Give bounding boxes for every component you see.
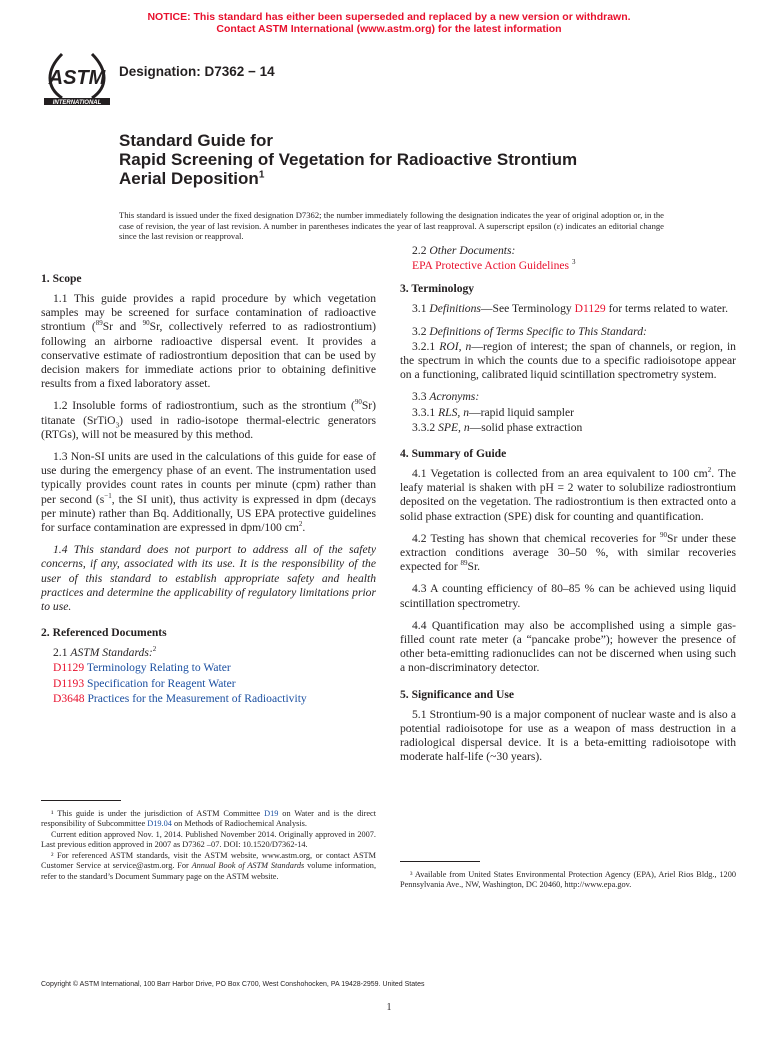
astm-logo bbox=[42, 48, 112, 106]
footnotes-right bbox=[400, 870, 736, 891]
footnote-1-edition: Current edition approved Nov. 1, 2014. Published November 2014. Originally approved in 2007. Last previous edition approved in 2007 as D7362 –07. DOI: 10.1520/D7362-14. bbox=[41, 830, 376, 850]
paragraph-1-2: 1.2 Insoluble forms of radiostrontium, such as the strontium ($^{90}$Sr) titanate (SrTiO$_3$) used in radio-isotope thermal-electric generators (RTGs), will not be measured by this method. bbox=[41, 398, 376, 441]
footnotes-left bbox=[41, 809, 376, 883]
notice-line-1: NOTICE: This standard has either been superseded and replaced by a new version or withdrawn. bbox=[147, 11, 631, 23]
footnote-2: ² For referenced ASTM standards, visit the ASTM website, www.astm.org, or contact ASTM Customer Service at service@astm.org. For Annual Book of ASTM Standards volume information, refer to the standard’s Document Summary page on the ASTM website. bbox=[41, 851, 377, 881]
paragraph-4-3: 4.3 A counting efficiency of 80–85 % can be achieved using liquid scintillation spectrometry. bbox=[400, 582, 736, 610]
copyright-notice: Copyright © ASTM International, 100 Barr Harbor Drive, PO Box C700, West Conshohocken, PA 19428-2959. United States bbox=[41, 981, 425, 988]
notice-line-2: Contact ASTM International (www.astm.org) for the latest information bbox=[216, 23, 562, 35]
paragraph-3-3: 3.3 Acronyms: bbox=[412, 390, 480, 404]
document-title bbox=[119, 131, 719, 188]
section-scope-heading: 1. Scope bbox=[41, 272, 82, 285]
title-line-3: Aerial Deposition$^1$ bbox=[119, 169, 265, 188]
right-column bbox=[400, 244, 736, 772]
paragraph-1-4: 1.4 This standard does not purport to address all of the safety concerns, if any, associated with its use. It is the responsibility of the user of this standard to establish appropriate safety and health practices and determine the applicability of regulatory limitations prior to use. bbox=[41, 543, 376, 614]
section-significance-heading: 5. Significance and Use bbox=[400, 687, 515, 701]
logo-subtext: INTERNATIONAL bbox=[52, 100, 102, 106]
section-terminology-heading: 3. Terminology bbox=[400, 282, 475, 296]
footnote-rule-left bbox=[41, 800, 121, 801]
ref-item-d1193[interactable]: D1193 Specification for Reagent Water bbox=[53, 676, 236, 690]
paragraph-3-2-1: 3.2.1 ROI, n—region of interest; the span of channels, or region, in the spectrum in which the counts due to a specific radioisotope appear on a functioning, calibrated liquid scintillation spectrometry system. bbox=[400, 339, 736, 382]
paragraph-3-3-2: 3.3.2 SPE, n—solid phase extraction bbox=[412, 420, 583, 434]
paragraph-1-3: 1.3 Non-SI units are used in the calculations of this guide for ease of use during the emergency phase of an event. The instrumentation used typically provides count rates in counts per minute (cpm) rather than per second ($s^{-1}$, the SI unit), thus activity is expressed in dpm (decays per minute) rather than Bq. Additionally, US EPA protective guidelines for surface contamination are expressed in dpm/100 $cm^2$. bbox=[41, 450, 376, 535]
footnote-3: ³ Available from United States Environmental Protection Agency (EPA), Ariel Rios Bldg., 1200 Pennsylvania Ave., NW, Washington, DC 20460, http://www.epa.gov. bbox=[400, 870, 736, 890]
ref-item-d1129[interactable]: D1129 Terminology Relating to Water bbox=[53, 661, 231, 675]
page-number: 1 bbox=[386, 1002, 392, 1013]
section-summary-heading: 4. Summary of Guide bbox=[400, 447, 507, 461]
paragraph-3-2: 3.2 Definitions of Terms Specific to This Standard: bbox=[412, 324, 647, 338]
d1129-link[interactable]: D1129 bbox=[574, 302, 606, 316]
footnote-rule-right bbox=[400, 861, 480, 862]
paragraph-4-4: 4.4 Quantification may also be accomplished using a simple gas-filled count rate meter (a “pancake probe”); however the presence of other beta-emitting radionuclides can not be discerned when using such a non-discriminatory detector. bbox=[400, 618, 736, 675]
title-footnote-mark: 1 bbox=[258, 169, 265, 181]
left-column bbox=[41, 272, 376, 707]
epa-guidelines-link[interactable]: EPA Protective Action Guidelines $^3$ bbox=[412, 258, 576, 273]
title-line-2: Rapid Screening of Vegetation for Radioactive Strontium bbox=[119, 150, 578, 169]
paragraph-5-1: 5.1 Strontium-90 is a major component of nuclear waste and is also a potential radioisotope for use as a weapon of mass destruction in a radiological dispersal device. It is a beta-emitting radioisotope with moderate half-life (~30 years). bbox=[400, 707, 736, 764]
section-referenced-docs-heading: 2. Referenced Documents bbox=[41, 626, 167, 640]
ref-item-d3648[interactable]: D3648 Practices for the Measurement of Radioactivity bbox=[53, 691, 307, 705]
paragraph-3-3-1: 3.3.1 RLS, n—rapid liquid sampler bbox=[412, 405, 574, 419]
paragraph-4-1: 4.1 Vegetation is collected from an area equivalent to 100 $cm^2$. The leafy material is shaken with pH = 2 water to solubilize radiostrontium deposited on the vegetation. The radiostrontium is then extracted onto a solid phase extraction (SPE) disk for counting and quantification. bbox=[400, 466, 736, 523]
withdrawal-notice bbox=[0, 11, 778, 35]
paragraph-4-2: 4.2 Testing has shown that chemical recoveries for $^{90}$Sr under these extraction conditions average 30–50 %, with similar recoveries expected for $^{89}$Sr. bbox=[400, 530, 736, 574]
paragraph-1-1: 1.1 This guide provides a rapid procedure by which vegetation samples may be screened for surface contamination of radioactive strontium ($^{89}$Sr and $^{90}$Sr, collectively referred to as radiostrontium) following an airborne radioactive dispersal event. It provides a conservative estimate of radiostrontium deposition that can be used by decision makers for immediate actions prior to obtaining definitive results from a fixed laboratory asset. bbox=[41, 292, 376, 391]
footnote-1: ¹ This guide is under the jurisdiction of ASTM Committee D19 on Water and is the direct responsibility of Subcommittee D19.04 on Methods of Radiochemical Analysis. bbox=[41, 809, 376, 829]
logo-text: ASTM bbox=[48, 67, 106, 89]
issuance-statement: This standard is issued under the fixed designation D7362; the number immediately following the designation indicates the year of original adoption or, in the case of revision, the year of last revision. A number in parentheses indicates the year of last reapproval. A superscript epsilon (ε) indicates an editorial change since the last revision or reapproval. bbox=[119, 210, 664, 242]
title-line-1: Standard Guide for bbox=[119, 131, 273, 150]
astm-standards-label: 2.1 ASTM Standards:$^2$ bbox=[53, 645, 157, 660]
paragraph-3-1: 3.1 Definitions—See Terminology D1129 for terms related to water. bbox=[412, 302, 729, 316]
designation: Designation: D7362 − 14 bbox=[119, 64, 275, 79]
other-documents-label: 2.2 Other Documents: bbox=[412, 244, 516, 257]
